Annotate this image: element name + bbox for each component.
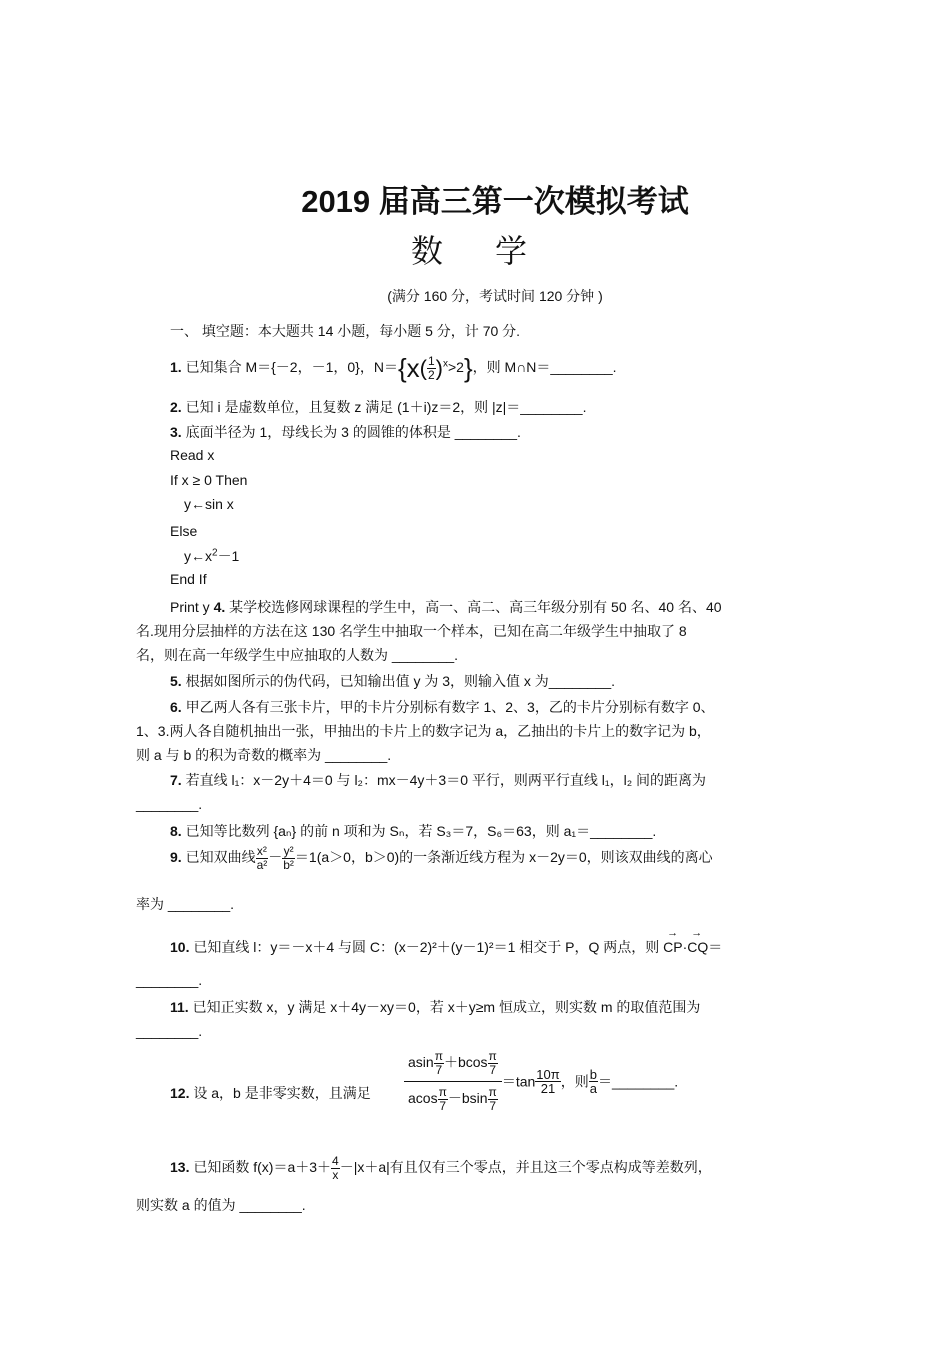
- question-6-line-2: 1、3.两人各自随机抽出一张，甲抽出的卡片上的数字记为 a，乙抽出的卡片上的数字记为 b，: [136, 723, 711, 739]
- code-then: y←sin x: [184, 496, 234, 512]
- question-number: 6.: [170, 699, 182, 715]
- question-text: 已知集合 M＝{－2，－1，0}，N＝: [185, 359, 398, 376]
- fraction: $\frac{1}{2}$: [427, 354, 435, 382]
- question-10-line-2: ________.: [136, 972, 203, 988]
- question-9: 9. 已知双曲线 $\frac{\text{x²}}{\text{a²}}$ － $\frac{\text{y²}}{\text{b²}}$ ＝1(a＞0，b＞0)的一条渐近线方程为 x－2y＝0，则该双曲线的离心: [170, 844, 713, 872]
- section-heading: 一、 填空题：本大题共 14 小题，每小题 5 分，计 70 分.: [170, 323, 521, 339]
- question-10: 10. 已知直线 l：y＝－x＋4 与圆 C：(x－2)²＋(y－1)²＝1 相交于 P，Q 两点，则 → CP·→ CQ＝: [170, 937, 722, 957]
- question-number: 13.: [170, 1159, 190, 1176]
- question-2: [170, 397, 586, 417]
- question-text: 设 a，b 是非零实数，且满足: [193, 1085, 371, 1101]
- question-text: 若直线 l₁：x－2y＋4＝0 与 l₂：mx－4y＋3＝0 平行，则两平行直线 l₁，l₂ 间的距离为: [185, 772, 707, 788]
- vector-cp: → CP: [663, 939, 682, 955]
- page-title: 2019 届高三第一次模拟考试: [301, 184, 689, 219]
- big-fraction: asin $\frac{\pi}{7}$ ＋bcos $\frac{\pi}{7}$ acos $\frac{\pi}{7}$ －bsin $\frac{\pi}{7}$ ＝tan $\frac{10\pi}{21}$ ，则 $\frac{b}{a}$ ＝________.: [404, 1050, 678, 1113]
- vector-cq: → CQ: [687, 939, 708, 955]
- question-text: 甲乙两人各有三张卡片，甲的卡片分别标有数字 1、2、3，乙的卡片分别标有数字 0、: [185, 699, 715, 715]
- question-1: 1. 已知集合 M＝{－2，－1，0}，N＝{x( $\frac{1}{2}$ )$^x$>2}，则 M∩N＝________.: [170, 353, 617, 383]
- question-number: 5.: [170, 673, 182, 689]
- exponent: x: [442, 358, 448, 370]
- question-6: [170, 697, 715, 717]
- exam-meta: (满分 160 分，考试时间 120 分钟 ): [387, 288, 603, 304]
- code-read: Read x: [170, 447, 215, 463]
- question-text: 某学校选修网球课程的学生中，高一、高二、高三年级分别有 50 名、40 名、40: [229, 599, 722, 615]
- question-text-tail: ＝1(a＞0，b＞0)的一条渐近线方程为 x－2y＝0，则该双曲线的离心: [294, 849, 713, 866]
- code-else-body: $y\leftarrow x^2-1$: [184, 547, 240, 564]
- code-else: Else: [170, 523, 198, 539]
- question-text: 已知等比数列 {aₙ} 的前 n 项和为 Sₙ，若 S₃＝7，S₆＝63，则 a₁＝________.: [185, 823, 657, 839]
- question-11: [170, 997, 700, 1017]
- code-if: If x ≥ 0 Then: [170, 472, 248, 488]
- question-11-line-2: ________.: [136, 1023, 203, 1039]
- question-13: 13. 已知函数 f(x)＝a＋3＋ $\frac{4}{x}$ －|x＋a|有且仅有三个零点，并且这三个零点构成等差数列，: [170, 1154, 712, 1182]
- question-4-line-2: 名.现用分层抽样的方法在这 130 名学生中抽取一个样本，已知在高二年级学生中抽取了 8: [136, 623, 687, 639]
- question-text: 根据如图所示的伪代码，已知输出值 y 为 3，则输入值 x 为________.: [185, 673, 615, 689]
- question-number: 9.: [170, 849, 182, 866]
- question-4-line-3: 名，则在高一年级学生中应抽取的人数为 ________.: [136, 647, 459, 663]
- set-brace-left: {x: [397, 353, 420, 383]
- question-5: [170, 671, 615, 691]
- question-number: 7.: [170, 772, 182, 788]
- question-number: 11.: [170, 999, 189, 1015]
- question-text: 已知函数 f(x)＝a＋3＋: [193, 1159, 332, 1176]
- question-text-tail: －|x＋a|有且仅有三个零点，并且这三个零点构成等差数列，: [339, 1159, 712, 1176]
- question-number: 8.: [170, 823, 182, 839]
- code-endif: End If: [170, 571, 207, 587]
- question-text: 底面半径为 1，母线长为 3 的圆锥的体积是 ________.: [185, 424, 521, 440]
- question-number: 1.: [170, 359, 182, 376]
- subject-title: 数学: [410, 232, 579, 270]
- question-12: [170, 1083, 371, 1103]
- question-text: 已知双曲线: [185, 849, 256, 866]
- question-6-line-3: 则 a 与 b 的积为奇数的概率为 ________.: [136, 747, 392, 763]
- fraction: $\frac{\text{y²}}{\text{b²}}$: [283, 844, 294, 872]
- question-4: [170, 597, 722, 617]
- set-brace-right: }: [463, 353, 473, 383]
- question-number: 3.: [170, 424, 182, 440]
- question-number: 4.: [213, 599, 226, 615]
- question-text-tail: ，则 M∩N＝________.: [472, 359, 617, 376]
- question-7: [170, 770, 706, 790]
- question-text: 已知直线 l：y＝－x＋4 与圆 C：(x－2)²＋(y－1)²＝1 相交于 P，Q 两点，则: [193, 939, 660, 955]
- question-7-line-2: ________.: [136, 796, 203, 812]
- question-13-line-2: 则实数 a 的值为 ________.: [136, 1197, 306, 1213]
- question-number: 10.: [170, 939, 190, 955]
- condition: >2: [447, 359, 464, 376]
- question-8: [170, 821, 656, 841]
- question-text: 已知 i 是虚数单位，且复数 z 满足 (1＋i)z＝2，则 |z|＝________.: [185, 399, 587, 415]
- question-3: [170, 422, 521, 442]
- question-text: 已知正实数 x，y 满足 x＋4y－xy＝0，若 x＋y≥m 恒成立，则实数 m 的取值范围为: [192, 999, 701, 1015]
- fraction: $\frac{\text{x²}}{\text{a²}}$: [256, 844, 268, 872]
- code-print: Print y: [170, 599, 210, 615]
- question-9-line-2: 率为 ________.: [136, 896, 235, 912]
- question-number: 12.: [170, 1085, 190, 1101]
- question-number: 2.: [170, 399, 182, 415]
